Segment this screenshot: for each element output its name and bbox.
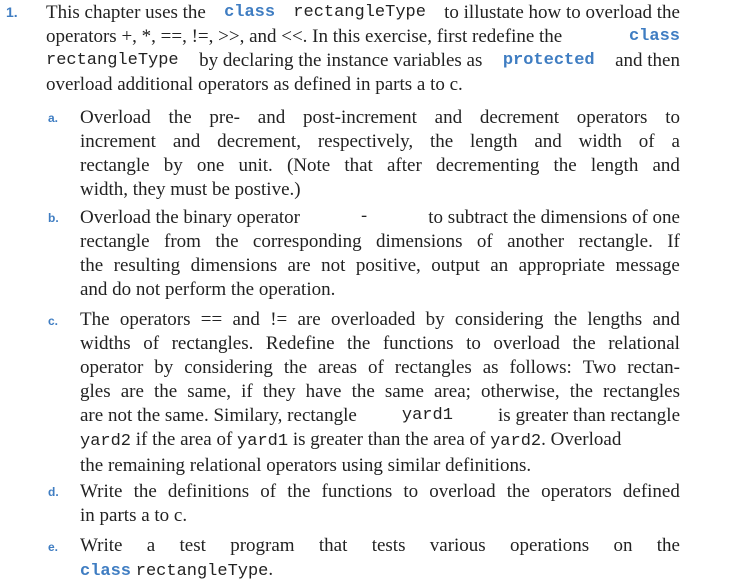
part-b-text: Overload the binary operator - to subtract the dimensions of one rectangle from the corresponding dimensions of another rectangle. If the resulting dimensions are not positive, output an appropriate message and do not perform the operation. — [80, 207, 680, 300]
part-c-label: c. — [48, 314, 59, 328]
code-yard1: yard1 — [401, 406, 453, 425]
part-e-label: e. — [48, 540, 59, 554]
keyword-class: class — [224, 3, 276, 22]
exercise-number: 1. — [6, 4, 18, 20]
code-rectangletype: rectangleType — [135, 562, 269, 581]
part-d-text: Write the definitions of the functions to overload the operators defined in parts a to c. — [80, 481, 680, 526]
code-yard2: yard2 — [80, 432, 132, 451]
code-minus-operator: - — [359, 208, 370, 227]
code-yard2: yard2 — [490, 432, 542, 451]
code-rectangletype: rectangleType — [46, 51, 179, 70]
part-a-text: Overload the pre- and post-increment and decrement operators to increment and decrement, respectively, the length and width of a rectangle by one unit. (Note that after decrementing the length and width, they must be postive.) — [80, 107, 680, 200]
part-e-text: Write a test program that tests various operations on the class rectangleType. — [80, 535, 680, 581]
intro-paragraph — [46, 1, 680, 97]
intro-line-3: rectangleType by declaring the instance variables as protected and then — [46, 50, 680, 71]
intro-line-1: This chapter uses the class rectangleType to illustate how to overload the — [46, 2, 680, 23]
part-d-label: d. — [48, 485, 59, 499]
intro-line-2: operators +, *, ==, !=, >>, and <<. In this exercise, first redefine the class — [46, 26, 680, 47]
keyword-class: class — [628, 27, 680, 46]
part-a-label: a. — [48, 111, 59, 125]
keyword-protected: protected — [502, 51, 595, 70]
part-c-text: The operators == and != are overloaded by considering the lengths and widths of rectangles. Redefine the functions to overload the relational operator by considering the areas of rectangles as follows: Two rectan- gles are the same, if they have the same area; otherwise, the rectangles are not the same. Similary, rectangle yard1 is greater than rectangle yard2 if the area of yard1 is greater than the area of yard2. Overload the remaining relational operators using similar definitions. — [80, 309, 680, 476]
part-b-label: b. — [48, 211, 59, 225]
code-rectangletype: rectangleType — [293, 3, 426, 22]
code-yard1: yard1 — [237, 432, 289, 451]
intro-line-4: overload additional operators as defined in parts a to c. — [46, 74, 463, 95]
keyword-class: class — [80, 562, 132, 581]
